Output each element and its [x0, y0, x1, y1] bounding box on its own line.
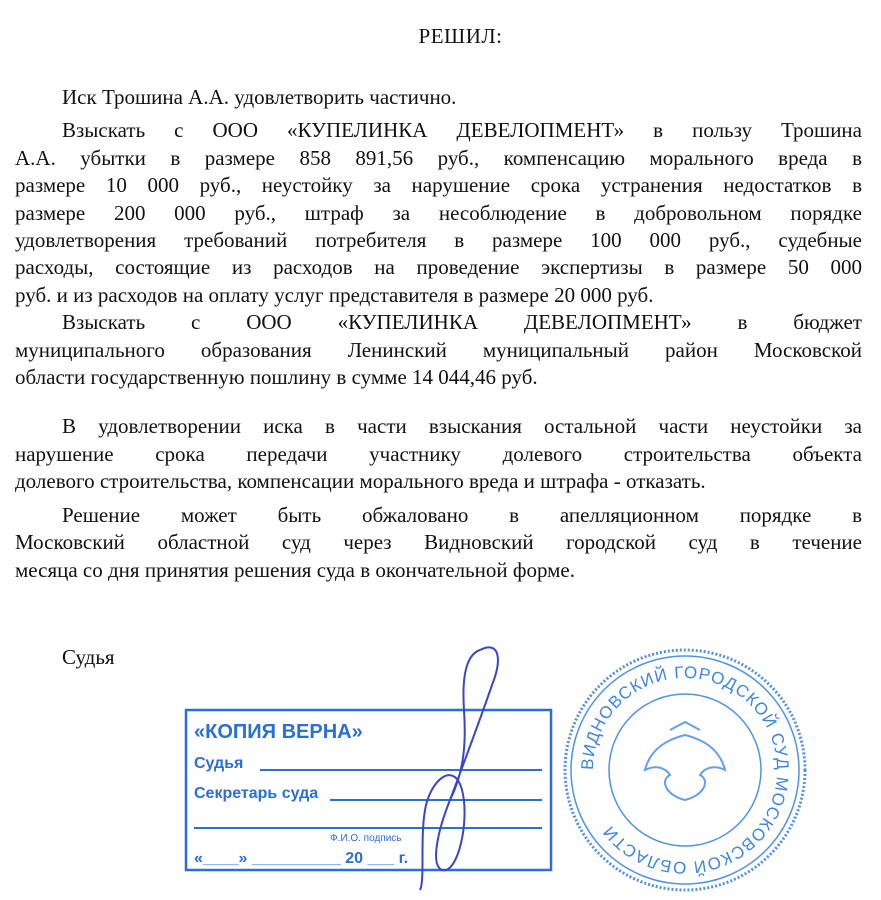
- eagle-emblem-icon: [645, 722, 725, 800]
- court-stamp: [180, 640, 820, 900]
- paragraph-line: Московский областной суд через Видновский городской суд в течение: [15, 530, 862, 555]
- handwritten-signature: [420, 647, 498, 890]
- stamp-ring-text: ВИДНОВСКИЙ ГОРОДСКОЙ СУД МОСКОВСКОЙ ОБЛАСТИ: [577, 662, 793, 878]
- stamp-secretary-label: Секретарь суда: [194, 785, 319, 802]
- paragraph-line: долевого строительства, компенсации морального вреда и штрафа - отказать.: [15, 469, 706, 494]
- round-seal: [565, 650, 805, 890]
- paragraph-line: размере 10 000 руб., неустойку за нарушение срока устранения недостатков в: [15, 173, 862, 198]
- paragraph-line: размере 200 000 руб., штраф за несоблюдение в добровольном порядке: [15, 200, 862, 225]
- stamp-judge-label: Судья: [194, 755, 244, 772]
- paragraph-line: расходы, состоящие из расходов на проведение экспертизы в размере 50 000: [15, 255, 862, 280]
- paragraph-line: удовлетворения требований потребителя в размере 100 000 руб., судебные: [15, 228, 862, 253]
- paragraph-line: области государственную пошлину в сумме 14 044,46 руб.: [15, 365, 538, 390]
- stamp-title: «КОПИЯ ВЕРНА»: [194, 721, 363, 743]
- paragraph-line: месяца со дня принятия решения суда в окончательной форме.: [15, 557, 576, 582]
- paragraph-line: Иск Трошина А.А. удовлетворить частично.: [62, 85, 457, 109]
- paragraph-line: нарушение срока передачи участнику долевого строительства объекта: [15, 441, 862, 466]
- paragraph-line: Решение может быть обжаловано в апелляционном порядке в: [62, 502, 862, 527]
- stamp-caption: Ф.И.О. подпись: [330, 833, 402, 844]
- paragraph-line: А.А. убытки в размере 858 891,56 руб., компенсацию морального вреда в: [15, 145, 862, 170]
- paragraph-line: муниципального образования Ленинский муниципальный район Московской: [15, 337, 862, 362]
- paragraph-line: руб. и из расходов на оплату услуг представителя в размере 20 000 руб.: [15, 282, 654, 307]
- paragraph-line: Взыскать с ООО «КУПЕЛИНКА ДЕВЕЛОПМЕНТ» в пользу Трошина: [62, 118, 862, 143]
- paragraph-line: Взыскать с ООО «КУПЕЛИНКА ДЕВЕЛОПМЕНТ» в бюджет: [62, 310, 862, 335]
- judge-label: Судья: [62, 645, 115, 669]
- paragraph-line: В удовлетворении иска в части взыскания остальной части неустойки за: [62, 414, 862, 439]
- stamp-date-line: «____» __________ 20 ___ г.: [194, 850, 409, 867]
- decision-body: [15, 84, 862, 584]
- decision-heading: РЕШИЛ:: [418, 24, 503, 48]
